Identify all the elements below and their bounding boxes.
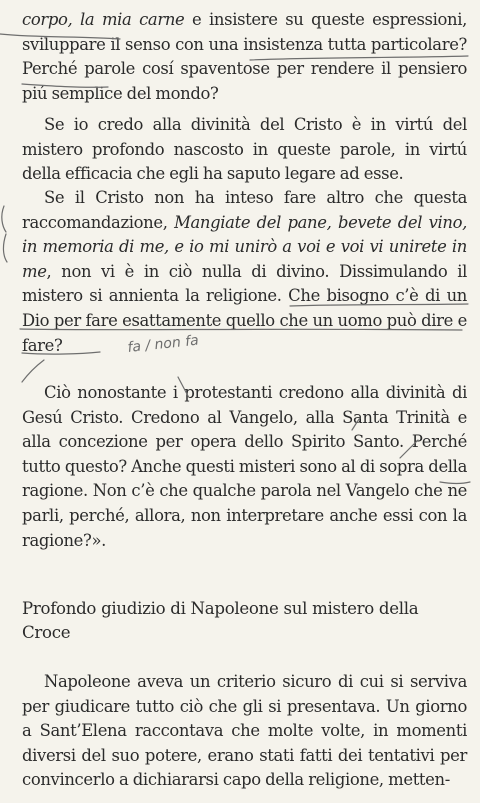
paragraph-text: , non vi è in ciò nulla di divino. Dissimulando il mistero si annienta la religione. Che bisogno c’è di un Dio per fare esattamente quello che un uomo può dire e fare?: [22, 261, 467, 355]
pencil-slash: [22, 360, 44, 382]
paragraph: [22, 186, 467, 358]
handwritten-annotation: fa / non fa: [126, 332, 200, 356]
italic-phrase: corpo, la mia carne: [22, 10, 185, 29]
section-heading: Profondo giudizio di Napoleone sul mistero della Croce: [22, 599, 419, 642]
paragraph-text: e insistere su queste espressioni, sviluppare il senso con una insistenza tutta particolare? Perché parole cosí spaventose per rendere il pensiero piú semplice del mondo?: [22, 10, 467, 103]
paragraph-text: Se il Cristo non ha inteso fare altro che questa raccomandazione,: [22, 188, 467, 232]
italic-quote: Mangiate del pane, bevete del vino, in memoria di me, e io mi unirò a voi e voi vi unirete in me: [22, 212, 467, 281]
margin-bracket: [2, 206, 6, 232]
paragraph: Se io credo alla divinità del Cristo è in virtú del mistero profondo nascosto in queste parole, in virtú della efficacia che egli ha saputo legare ad esse.: [22, 115, 467, 184]
paragraph-continuation: [22, 8, 467, 106]
margin-bracket: [3, 234, 7, 262]
paragraph: Ciò nonostante i protestanti credono alla divinità di Gesú Cristo. Credono al Vangelo, alla Santa Trinità e alla concezione per opera dello Spirito Santo. Perché tutto questo? Anche questi misteri sono al di sopra della ragione. Non c’è che qualche parola nel Vangelo che ne parli, perché, allora, non interpretare anche essi con la ragione?».: [22, 383, 467, 550]
paragraph: Napoleone aveva un criterio sicuro di cui si serviva per giudicare tutto ciò che gli si presentava. Un giorno a Sant’Elena raccontava che molte volte, in momenti diversi del suo potere, erano stati fatti dei tentativi per convincerlo a dichiararsi capo della religione, metten-: [22, 672, 467, 790]
